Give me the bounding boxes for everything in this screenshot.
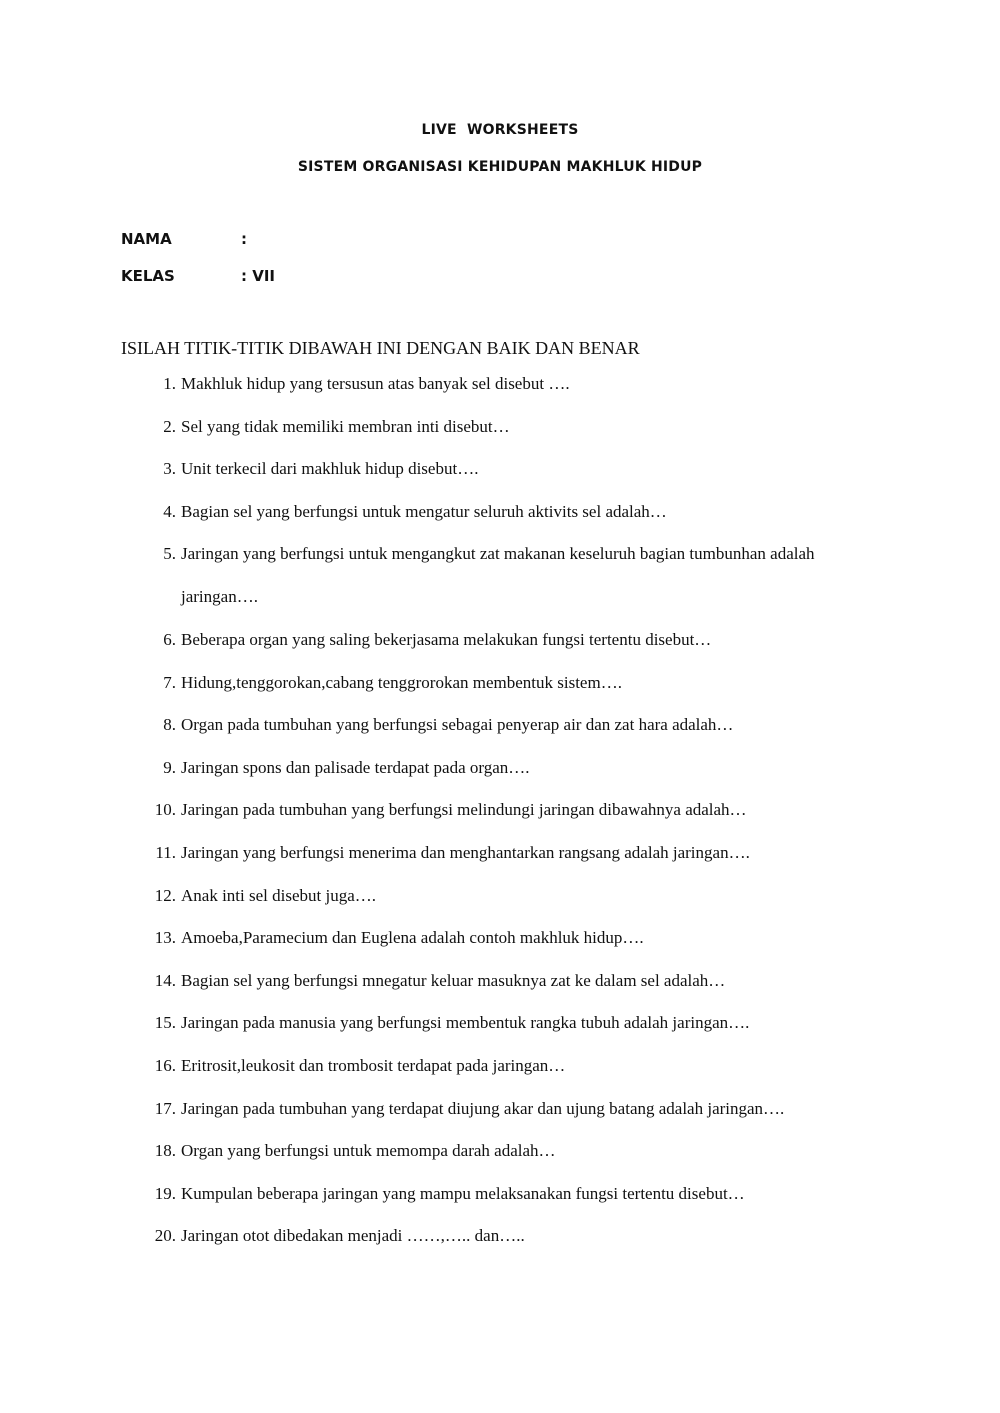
question-text: Hidung,tenggorokan,cabang tenggrorokan membentuk sistem…. (181, 672, 622, 692)
question-item (0, 713, 1000, 756)
question-text: Anak inti sel disebut juga…. (181, 885, 377, 905)
question-item (0, 1011, 1000, 1054)
worksheet-subtitle: SISTEM ORGANISASI KEHIDUPAN MAKHLUK HIDUP (297, 159, 703, 175)
question-text: Sel yang tidak memiliki membran inti disebut… (181, 416, 510, 436)
question-item (0, 969, 1000, 1012)
question-text-continuation: jaringan…. (181, 587, 258, 607)
question-item (0, 415, 1000, 458)
question-item (0, 1139, 1000, 1182)
question-text: Jaringan pada manusia yang berfungsi membentuk rangka tubuh adalah jaringan…. (181, 1013, 750, 1033)
question-text: Bagian sel yang berfungsi mnegatur keluar masuknya zat ke dalam sel adalah… (181, 970, 726, 990)
kelas-value: : VII (241, 267, 275, 285)
question-item (0, 457, 1000, 500)
question-number: 16. (154, 1055, 176, 1075)
question-number: 12. (154, 885, 176, 905)
question-item (0, 542, 1000, 628)
kelas-label: KELAS (121, 267, 175, 285)
question-number: 19. (154, 1183, 176, 1203)
question-item (0, 500, 1000, 543)
question-text: Bagian sel yang berfungsi untuk mengatur seluruh aktivits sel adalah… (181, 501, 667, 521)
nama-label: NAMA (121, 230, 172, 248)
question-item (0, 1097, 1000, 1140)
nama-value: : (241, 230, 247, 248)
question-number: 7. (163, 672, 176, 692)
question-text: Jaringan yang berfungsi menerima dan menghantarkan rangsang adalah jaringan…. (181, 842, 750, 862)
question-text: Eritrosit,leukosit dan trombosit terdapat pada jaringan… (181, 1055, 566, 1075)
question-text: Jaringan otot dibedakan menjadi ……,….. dan….. (181, 1226, 525, 1246)
question-text: Jaringan spons dan palisade terdapat pada organ…. (181, 757, 530, 777)
question-text: Amoeba,Paramecium dan Euglena adalah contoh makhluk hidup…. (181, 928, 644, 948)
question-text: Makhluk hidup yang tersusun atas banyak sel disebut …. (181, 374, 570, 393)
question-item (0, 756, 1000, 799)
question-text: Jaringan pada tumbuhan yang terdapat diujung akar dan ujung batang adalah jaringan…. (181, 1098, 785, 1118)
question-item (0, 1054, 1000, 1097)
question-number: 8. (163, 715, 176, 735)
question-text: Jaringan yang berfungsi untuk mengangkut zat makanan keseluruh bagian tumbunhan adalah (181, 544, 815, 564)
instruction-text: ISILAH TITIK-TITIK DIBAWAH INI DENGAN BAIK DAN BENAR (121, 338, 640, 358)
question-item (0, 841, 1000, 884)
question-number: 1. (163, 374, 176, 393)
question-number: 4. (163, 501, 176, 521)
question-text: Jaringan pada tumbuhan yang berfungsi melindungi jaringan dibawahnya adalah… (181, 800, 747, 820)
question-item (0, 926, 1000, 969)
question-text: Kumpulan beberapa jaringan yang mampu melaksanakan fungsi tertentu disebut… (181, 1183, 745, 1203)
question-number: 18. (154, 1141, 176, 1161)
question-number: 2. (163, 416, 176, 436)
question-number: 20. (154, 1226, 176, 1246)
question-item (0, 372, 1000, 415)
question-text: Unit terkecil dari makhluk hidup disebut…. (181, 459, 479, 479)
question-number: 11. (155, 842, 176, 862)
question-text: Beberapa organ yang saling bekerjasama melakukan fungsi tertentu disebut… (181, 629, 712, 649)
question-list (0, 372, 1000, 1267)
question-item (0, 671, 1000, 714)
question-number: 15. (154, 1013, 176, 1033)
question-item (0, 1224, 1000, 1267)
question-number: 17. (154, 1098, 176, 1118)
question-number: 3. (163, 459, 176, 479)
worksheet-title: LIVE WORKSHEETS (421, 122, 579, 138)
question-item (0, 628, 1000, 671)
question-number: 13. (154, 928, 176, 948)
question-item (0, 798, 1000, 841)
question-number: 5. (163, 544, 176, 564)
question-text: Organ pada tumbuhan yang berfungsi sebagai penyerap air dan zat hara adalah… (181, 715, 734, 735)
question-item (0, 884, 1000, 927)
question-number: 10. (154, 800, 176, 820)
question-number: 6. (163, 629, 176, 649)
question-number: 9. (163, 757, 176, 777)
question-item (0, 1182, 1000, 1225)
question-text: Organ yang berfungsi untuk memompa darah adalah… (181, 1141, 556, 1161)
question-number: 14. (154, 970, 176, 990)
